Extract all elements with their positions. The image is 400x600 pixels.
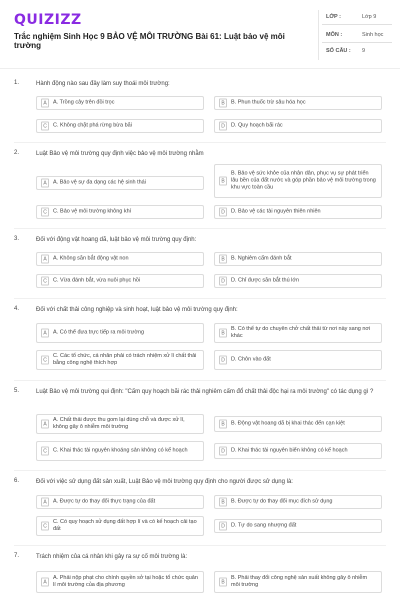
question-number: 5. [14, 388, 20, 394]
option-d[interactable]: D D. Chôn vào đất [214, 350, 382, 370]
meta-grade-label: LỚP : [326, 14, 341, 20]
option-a[interactable]: A A. Phải nộp phạt cho chính quyền sở tại hoặc tổ chức quản lí môi trường của địa phương [36, 571, 204, 593]
meta-count-value: 9 [362, 48, 366, 54]
question-text: Đối với việc sử dụng đất sản xuất, Luật Bảo vệ môi trường quy định cho người được sử dụng là: [36, 479, 293, 485]
option-d[interactable]: D D. Bảo vệ các tài nguyên thiên nhiên [214, 205, 382, 219]
option-d[interactable]: D D. Khai thác tài nguyên biển không có kế hoạch [214, 443, 382, 459]
question-number: 6. [14, 478, 20, 484]
option-a[interactable]: A A. Trồng cây trên đồi trọc [36, 96, 204, 110]
meta-count [322, 46, 392, 62]
option-d[interactable]: D D. Tự do sang nhượng đất [214, 519, 382, 533]
question-number: 2. [14, 150, 20, 156]
question-text: Luật Bảo vệ môi trường quy định việc bảo vệ môi trường nhằm [36, 151, 204, 157]
meta-count-label: SỐ CÂU : [326, 48, 351, 54]
meta-subject [322, 30, 392, 46]
quizizz-logo: QUIZIZZ [14, 12, 82, 28]
header-divider [318, 10, 319, 60]
question-text: Đối với chất thải công nghiệp và sinh hoạt, luật bảo vệ môi trường quy định: [36, 307, 238, 313]
page-title: Trắc nghiệm Sinh Học 9 BẢO VỆ MÔI TRƯỜNG Bài 61: Luật bảo vệ môi trường [14, 32, 285, 50]
question-text: Trách nhiệm của cá nhân khi gây ra sự cố môi trường là: [36, 554, 188, 560]
option-b[interactable]: B B. Phải thay đổi công nghệ sản xuất không gây ô nhiễm môi trường [214, 571, 382, 593]
option-a[interactable]: A A. Có thể đưa trực tiếp ra môi trường [36, 323, 204, 343]
question-number: 1. [14, 80, 20, 86]
option-b[interactable]: B B. Động vật hoang dã bị khai thác đến cạn kiệt [214, 416, 382, 432]
option-c[interactable]: C C. Khai thác tài nguyên khoáng sản không có kế hoạch [36, 441, 204, 461]
option-c[interactable]: C C. Không chặt phá rừng bừa bãi [36, 119, 204, 133]
option-a[interactable]: A A. Không săn bắt động vật non [36, 252, 204, 266]
option-c[interactable]: C C. Các tổ chức, cá nhân phải có trách nhiệm xử lí chất thải bằng công nghệ thích hợp [36, 350, 204, 370]
option-b[interactable]: B B. Phun thuốc trừ sâu hóa học [214, 96, 382, 110]
meta-subject-value: Sinh học [362, 32, 384, 38]
option-b[interactable]: B B. Bảo vệ sức khỏe của nhân dân, phục vụ sự phát triển lâu bền của đất nước và góp phần bảo vệ môi trường trong khu vực toàn cầu [214, 164, 382, 198]
option-d[interactable]: D D. Chỉ được săn bắt thú lớn [214, 274, 382, 288]
question-text: Hành động nào sau đây làm suy thoái môi trường: [36, 81, 170, 87]
header [0, 0, 400, 70]
meta-grade [322, 12, 392, 28]
option-a[interactable]: A A. Bảo vệ sự đa dạng các hệ sinh thái [36, 176, 204, 190]
question-number: 7. [14, 553, 20, 559]
option-c[interactable]: C C. Vừa đánh bắt, vừa nuôi phục hồi [36, 274, 204, 288]
option-a[interactable]: A A. Chất thải được thu gom lại đúng chỗ và được xử lí, không gây ô nhiễm môi trường [36, 414, 204, 434]
option-b[interactable]: B B. Có thể tự do chuyên chở chất thải từ nơi này sang nơi khác [214, 323, 382, 343]
option-b[interactable]: B B. Được tự do thay đổi mục đích sử dụng [214, 495, 382, 509]
option-b[interactable]: B B. Nghiêm cấm đánh bắt [214, 252, 382, 266]
option-c[interactable]: C C. Có quy hoạch sử dụng đất hợp lí và có kế hoạch cải tạo đất [36, 516, 204, 536]
option-c[interactable]: C C. Bảo vệ môi trường không khí [36, 205, 204, 219]
question-number: 3. [14, 236, 20, 242]
question-text: Đối với động vật hoang dã, luật bảo vệ môi trường quy định: [36, 237, 197, 243]
question-text: Luật Bảo vệ môi trường qui định: "Cấm quy hoạch bãi rác thải nghiêm cấm đổ chất thải độc hại ra môi trường" có tác dụng gì ? [36, 389, 374, 395]
meta-grade-value: Lớp 9 [362, 14, 377, 20]
meta-subject-label: MÔN : [326, 32, 343, 38]
question-number: 4. [14, 306, 20, 312]
option-d[interactable]: D D. Quy hoạch bãi rác [214, 119, 382, 133]
option-a[interactable]: A A. Được tự do thay đổi thực trạng của đất [36, 495, 204, 509]
